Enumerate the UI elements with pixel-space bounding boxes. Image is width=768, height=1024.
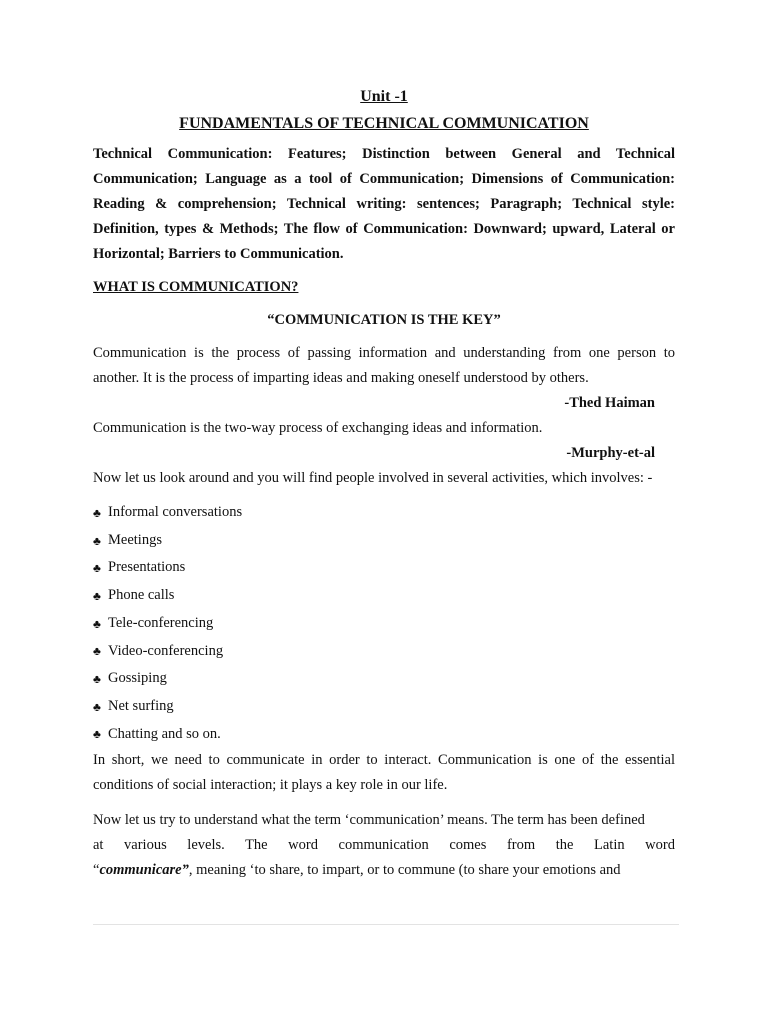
club-icon: ♣: [93, 561, 101, 576]
etymology-line-1: Now let us try to understand what the term ‘communication’ means. The term has been defined: [93, 812, 645, 829]
chapter-title: FUNDAMENTALS OF TECHNICAL COMMUNICATION: [179, 115, 589, 132]
club-icon: ♣: [93, 699, 101, 714]
etymology-paragraph: [93, 808, 675, 883]
list-item: ♣ Chatting and so on.: [93, 725, 221, 742]
list-item: ♣ Presentations: [93, 559, 186, 576]
key-quote: “COMMUNICATION IS THE KEY”: [267, 312, 501, 328]
latin-term: communicare”: [99, 862, 189, 879]
etymology-line-2: at various levels. The word communication comes from the Latin word: [93, 837, 675, 854]
activities-intro: Now let us look around and you will find people involved in several activities, which involves: -: [93, 470, 653, 486]
unit-title: Unit -1: [360, 88, 408, 105]
club-icon: ♣: [93, 533, 101, 548]
list-item: ♣ Informal conversations: [93, 504, 243, 520]
document-page: [93, 84, 675, 883]
attribution-murphy: -Murphy-et-al: [566, 445, 655, 461]
etymology-rest: , meaning ‘to share, to impart, or to commune (to share your emotions and: [188, 862, 621, 879]
attribution-haiman: -Thed Haiman: [564, 395, 655, 411]
list-item: ♣ Tele-conferencing: [93, 614, 214, 631]
list-item: ♣ Phone calls: [93, 587, 175, 604]
activities-list: [93, 499, 675, 748]
club-icon: ♣: [93, 727, 101, 742]
definition-paragraph-2: Communication is the two-way process of exchanging ideas and information.: [93, 420, 543, 436]
list-item: ♣ Video-conferencing: [93, 642, 224, 659]
club-icon: ♣: [93, 505, 101, 520]
etymology-line-3: [93, 858, 675, 883]
club-icon: ♣: [93, 588, 101, 603]
page-bottom-divider: [93, 924, 679, 925]
summary-paragraph: In short, we need to communicate in order to interact. Communication is one of the essential conditions of social interaction; it plays a key role in our life.: [93, 752, 675, 794]
etymology-open-quote: “: [93, 862, 100, 879]
syllabus-paragraph: Technical Communication: Features; Distinction between General and Technical Communication; Language as a tool of Communication; Dimensions of Communication: Reading & comprehension; Technical writing: sentences; Paragraph; Technical style: Definition, types & Methods; The flow of Communication: Downward; upward, Lateral or Horizontal; Barriers to Communication.: [93, 146, 675, 262]
club-icon: ♣: [93, 672, 101, 687]
list-item: ♣ Gossiping: [93, 670, 167, 687]
section-heading: WHAT IS COMMUNICATION?: [93, 279, 299, 295]
list-item: ♣ Meetings: [93, 531, 162, 548]
list-item: ♣ Net surfing: [93, 697, 174, 714]
definition-paragraph-1: Communication is the process of passing information and understanding from one person to another. It is the process of imparting ideas and making oneself understood by others.: [93, 345, 675, 386]
club-icon: ♣: [93, 644, 101, 659]
club-icon: ♣: [93, 616, 101, 631]
